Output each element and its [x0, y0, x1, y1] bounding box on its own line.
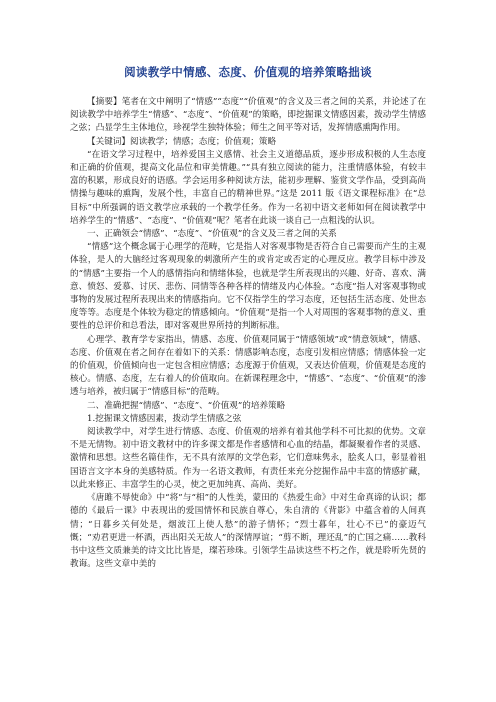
subsection-heading: 1.挖掘课文情感因素，拨动学生情感之弦 [87, 413, 242, 424]
body-paragraph: 《唐雎不辱使命》中“将”与“相”的人性美，蒙田的《热爱生命》中对生命真谛的认识；都德的《最后一课》中表现出的爱国情怀和民族自尊心，朱自清的《背影》中蕴含着的人间真情；“日暮乡关何处是，烟波江上使人愁”的游子情怀；“烈士暮年，壮心不已”的豪迈气慨；“劝君更进一杯酒，西出阳关无故人”的深情厚谊；“剪不断，理还乱”的亡国之痛……教科书中这些文质兼美的诗文比比皆是，璨若珍珠。引领学生品读这些不朽之作，就是聆听先贤的教诲。这些文章中美的 [70, 493, 426, 570]
abstract-text: 笔者在文中阐明了“情感”“态度”“价值观”的含义及三者之间的关系，并论述了在阅读教学中培养学生“情感”、“态度”、“价值观”的策略，即挖掘课文情感因素，拨动学生情感之弦；凸显学生主体地位，珍视学生独特体验；师生之间平等对话，发挥情感熏陶作用。 [70, 97, 426, 134]
abstract-paragraph [70, 96, 426, 136]
abstract-label: 【摘要】 [87, 97, 122, 107]
section-heading-1: 一、正确领会“情感”、“态度”、“价值观”的含义及三者之间的关系 [87, 229, 337, 240]
body-paragraph: 心理学、教育学专家指出，情感、态度、价值观同属于“情感领域”或“情意领域”，情感、态度、价值观在者之间存在着如下的关系：情感影响态度，态度引发相应情感；情感体验一定的价值观，价值倾向也一定包含相应情感；态度源于价值观，又表达价值观，价值观是态度的核心。情感、态度，左右着人的价值取向。在新课程理念中，“情感”、“态度”、“价值观”的渗透与培养，被归属于“情感目标”的范畴。 [70, 334, 426, 398]
abstract-section [70, 96, 426, 149]
keywords-paragraph [70, 136, 426, 149]
section-heading-2: 二、准确把握“情感”、“态度”、“价值观”的培养策略 [87, 400, 286, 411]
paper-title: 阅读教学中情感、态度、价值观的培养策略拙谈 [124, 65, 372, 79]
body-paragraph: 阅读教学中，对学生进行情感、态度、价值观的培养有着其他学科不可比拟的优势。文章不是无情物。初中语文教材中的许多课文都是作者感情和心血的结晶，都凝聚着作者的灵感、激情和思想。这些名篇佳作，无不具有浓厚的文学色彩，它们意味隽永，脍炙人口，彰显着祖国语言文字本身的美感特质。作为一名语文教师，有责任来充分挖掘作品中丰富的情感扩藏，以此来修正、丰富学生的心灵，使之更加纯真、高尚、美好。 [70, 427, 426, 490]
keywords-text: 阅读教学；情感；态度；价值观；策略 [129, 136, 277, 147]
body-paragraph: “情感”这个概念属于心理学的范畴，它是指人对客观事物是否符合自己需要而产生的主观体验，是人的大脑经过客观现象的刺激所产生的或肯定或否定的心理反应。教学目标中涉及的“情感”主要指一个人的感情指向和情绪体验，也就是学生所表现出的兴趣、好奇、喜欢、满意、愤怒、爱慕、讨厌、悲伤、同情等各种各样的情绪及内心体验。“态度”指人对客观事物或事物的发展过程所表现出来的情感指向。它不仅指学生的学习态度，还包括生活态度、处世态度等等。态度是个体较为稳定的情感倾向。“价值观”是指一个人对周围的客观事物的意义、重要性的总评价和总看法，即对客观世界所持的判断标准。 [70, 242, 426, 332]
intro-paragraph: “在语文学习过程中，培养爱国主义感情、社会主义道德品质，逐步形成积极的人生态度和正确的价值观，提高文化品位和审美情趣。”“具有独立阅读的能力，注重情感体验，有较丰富的积累，形成良好的语感。学会运用多种阅读方法，能初步理解、鉴赏文学作品，受到高尚情操与趣味的熏陶，发展个性，丰富自己的精神世界。”这是 2011 版《语文课程标准》在“总目标”中所强调的语文教学应承载的一个教学任务。作为一名初中语文老师如何在阅读教学中培养学生的“情感”、“态度”、“价值观”呢？笔者在此谈一谈自己一点粗浅的认识。 [70, 149, 426, 226]
body-section [70, 149, 426, 572]
keywords-label: 【关键词】 [87, 136, 130, 147]
